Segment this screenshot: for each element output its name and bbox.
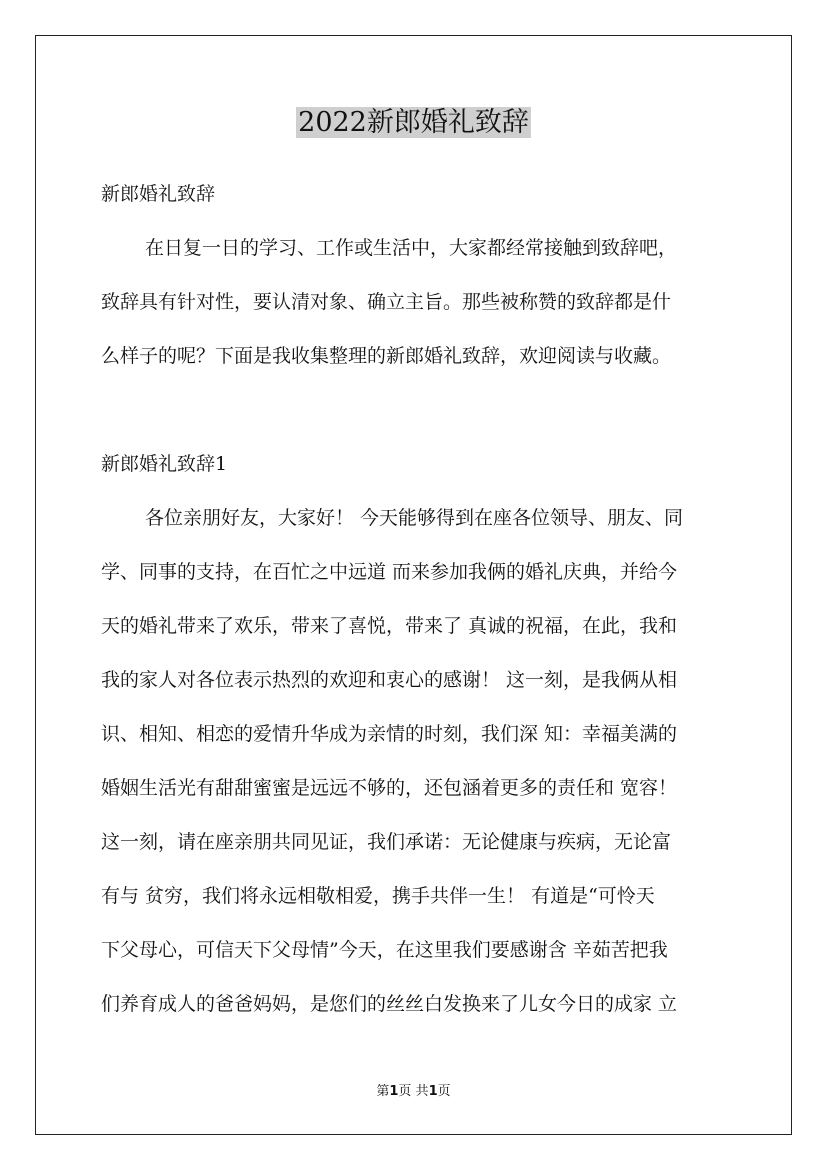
footer-page-mid: 页 共 xyxy=(398,1084,429,1099)
footer-page-suffix: 页 xyxy=(437,1084,451,1099)
body-line-8: 有与 贫穷，我们将永远相敬相爱，携手共伴一生！ 有道是“可怜天 xyxy=(101,885,655,907)
body-line-4: 我的家人对各位表示热烈的欢迎和衷心的感谢！ 这一刻，是我俩从相 xyxy=(101,669,678,691)
body-line-9: 下父母心，可信天下父母情”今天，在这里我们要感谢含 辛茹苦把我 xyxy=(101,939,668,961)
body-line-6: 婚姻生活光有甜甜蜜蜜是远远不够的，还包涵着更多的责任和 宽容！ xyxy=(101,777,678,799)
document-title-text: 2022新郎婚礼致辞 xyxy=(298,107,529,138)
body-line-7: 这一刻，请在座亲朋共同见证，我们承诺：无论健康与疾病，无论富 xyxy=(101,831,672,853)
footer-page-current: 1 xyxy=(389,1084,399,1099)
page-footer xyxy=(0,1082,827,1102)
body-line-3: 天的婚礼带来了欢乐，带来了喜悦，带来了 真诚的祝福，在此，我和 xyxy=(101,615,678,637)
body-line-10: 们养育成人的爸爸妈妈，是您们的丝丝白发换来了儿女今日的成家 立 xyxy=(101,993,678,1015)
intro-line-3: 么样子的呢？下面是我收集整理的新郎婚礼致辞，欢迎阅读与收藏。 xyxy=(101,345,672,367)
document-title xyxy=(0,103,827,143)
body-line-1: 各位亲朋好友，大家好！ 今天能够得到在座各位领导、朋友、同 xyxy=(145,507,684,529)
intro-line-2: 致辞具有针对性，要认清对象、确立主旨。那些被称赞的致辞都是什 xyxy=(101,291,672,313)
intro-line-1: 在日复一日的学习、工作或生活中，大家都经常接触到致辞吧， xyxy=(145,237,678,259)
section-heading: 新郎婚礼致辞1 xyxy=(101,453,228,475)
body-line-2: 学、同事的支持，在百忙之中远道 而来参加我俩的婚礼庆典，并给今 xyxy=(101,561,678,583)
body-line-5: 识、相知、相恋的爱情升华成为亲情的时刻，我们深 知：幸福美满的 xyxy=(101,723,678,745)
document-subtitle: 新郎婚礼致辞 xyxy=(101,183,216,205)
footer-page-prefix: 第 xyxy=(376,1084,390,1099)
footer-page-total: 1 xyxy=(428,1084,438,1099)
